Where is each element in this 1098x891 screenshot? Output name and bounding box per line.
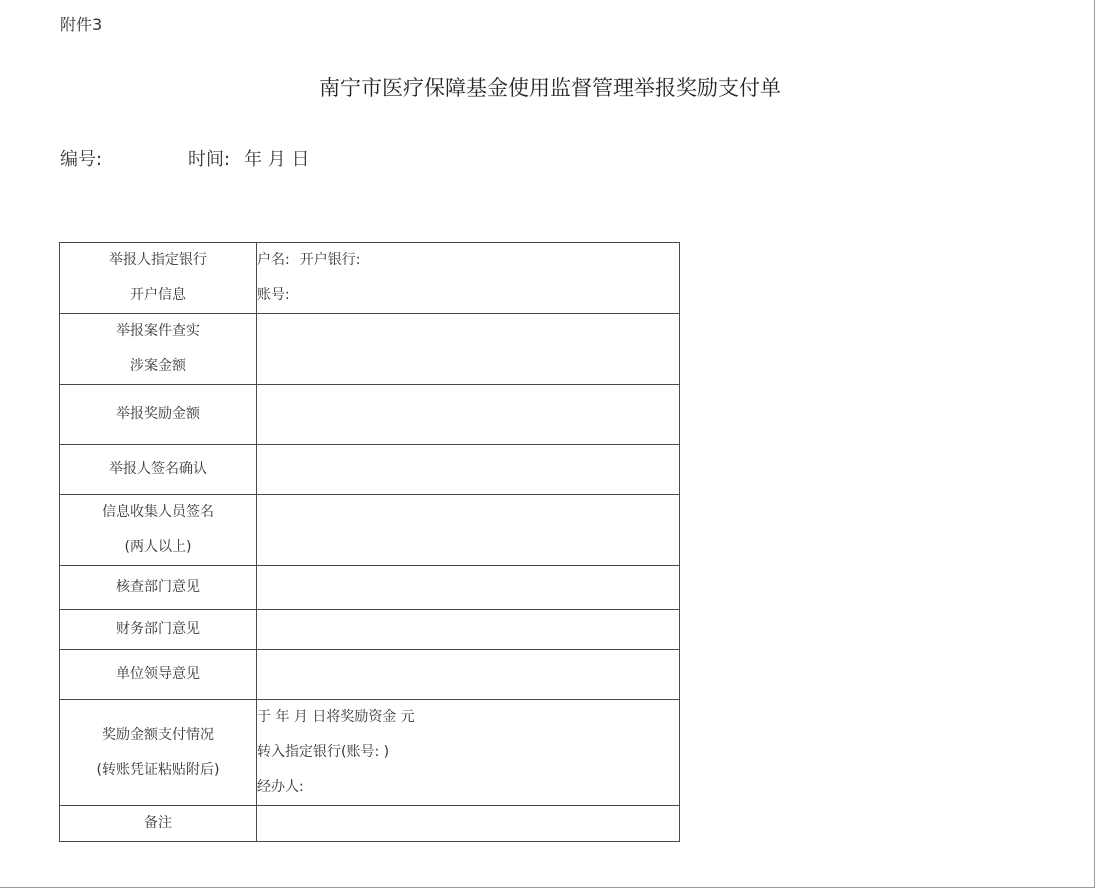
row-label: 举报人指定银行 开户信息 bbox=[60, 243, 257, 314]
date-text: 年 月 日 bbox=[244, 149, 310, 170]
handler-label: 经办人: bbox=[257, 779, 304, 795]
time-label: 时间: bbox=[188, 149, 231, 170]
number-label: 编号: bbox=[60, 149, 103, 170]
row-label: 举报人签名确认 bbox=[60, 445, 257, 495]
verification-opinion-cell[interactable] bbox=[257, 566, 680, 610]
row-label: 信息收集人员签名 (两人以上) bbox=[60, 495, 257, 566]
table-row-leader-opinion bbox=[60, 650, 680, 700]
table-row-collector-signature bbox=[60, 495, 680, 566]
table-row-bank-info bbox=[60, 243, 680, 314]
row-label: 财务部门意见 bbox=[60, 610, 257, 650]
meta-row bbox=[60, 145, 310, 171]
table-row-remarks bbox=[60, 806, 680, 842]
table-row-finance-opinion bbox=[60, 610, 680, 650]
table-row-case-amount bbox=[60, 314, 680, 385]
account-name-label: 户名: bbox=[257, 252, 290, 268]
row-label: 举报奖励金额 bbox=[60, 385, 257, 445]
row-label: 备注 bbox=[60, 806, 257, 842]
remarks-cell[interactable] bbox=[257, 806, 680, 842]
reporter-signature-cell[interactable] bbox=[257, 445, 680, 495]
row-label: 举报案件查实 涉案金额 bbox=[60, 314, 257, 385]
collector-signature-cell[interactable] bbox=[257, 495, 680, 566]
row-label: 核查部门意见 bbox=[60, 566, 257, 610]
table-row-payment-status bbox=[60, 700, 680, 806]
payment-date-text: 于 年 月 日将奖励资金 元 bbox=[257, 709, 415, 725]
reward-amount-cell[interactable] bbox=[257, 385, 680, 445]
row-label: 奖励金额支付情况 (转账凭证粘贴附后) bbox=[60, 700, 257, 806]
finance-opinion-cell[interactable] bbox=[257, 610, 680, 650]
row-label: 单位领导意见 bbox=[60, 650, 257, 700]
table-row-reward-amount bbox=[60, 385, 680, 445]
bank-info-cell[interactable] bbox=[257, 243, 680, 314]
payment-status-cell[interactable] bbox=[257, 700, 680, 806]
attachment-label: 附件3 bbox=[60, 15, 103, 34]
table-row-reporter-signature bbox=[60, 445, 680, 495]
payment-form-table bbox=[59, 242, 680, 842]
document-title: 南宁市医疗保障基金使用监督管理举报奖励支付单 bbox=[319, 76, 781, 100]
leader-opinion-cell[interactable] bbox=[257, 650, 680, 700]
transfer-account-text: 转入指定银行(账号: ) bbox=[257, 744, 390, 760]
table-row-verification-opinion bbox=[60, 566, 680, 610]
bank-name-label: 开户银行: bbox=[299, 252, 361, 268]
case-amount-cell[interactable] bbox=[257, 314, 680, 385]
account-number-label: 账号: bbox=[257, 287, 290, 303]
